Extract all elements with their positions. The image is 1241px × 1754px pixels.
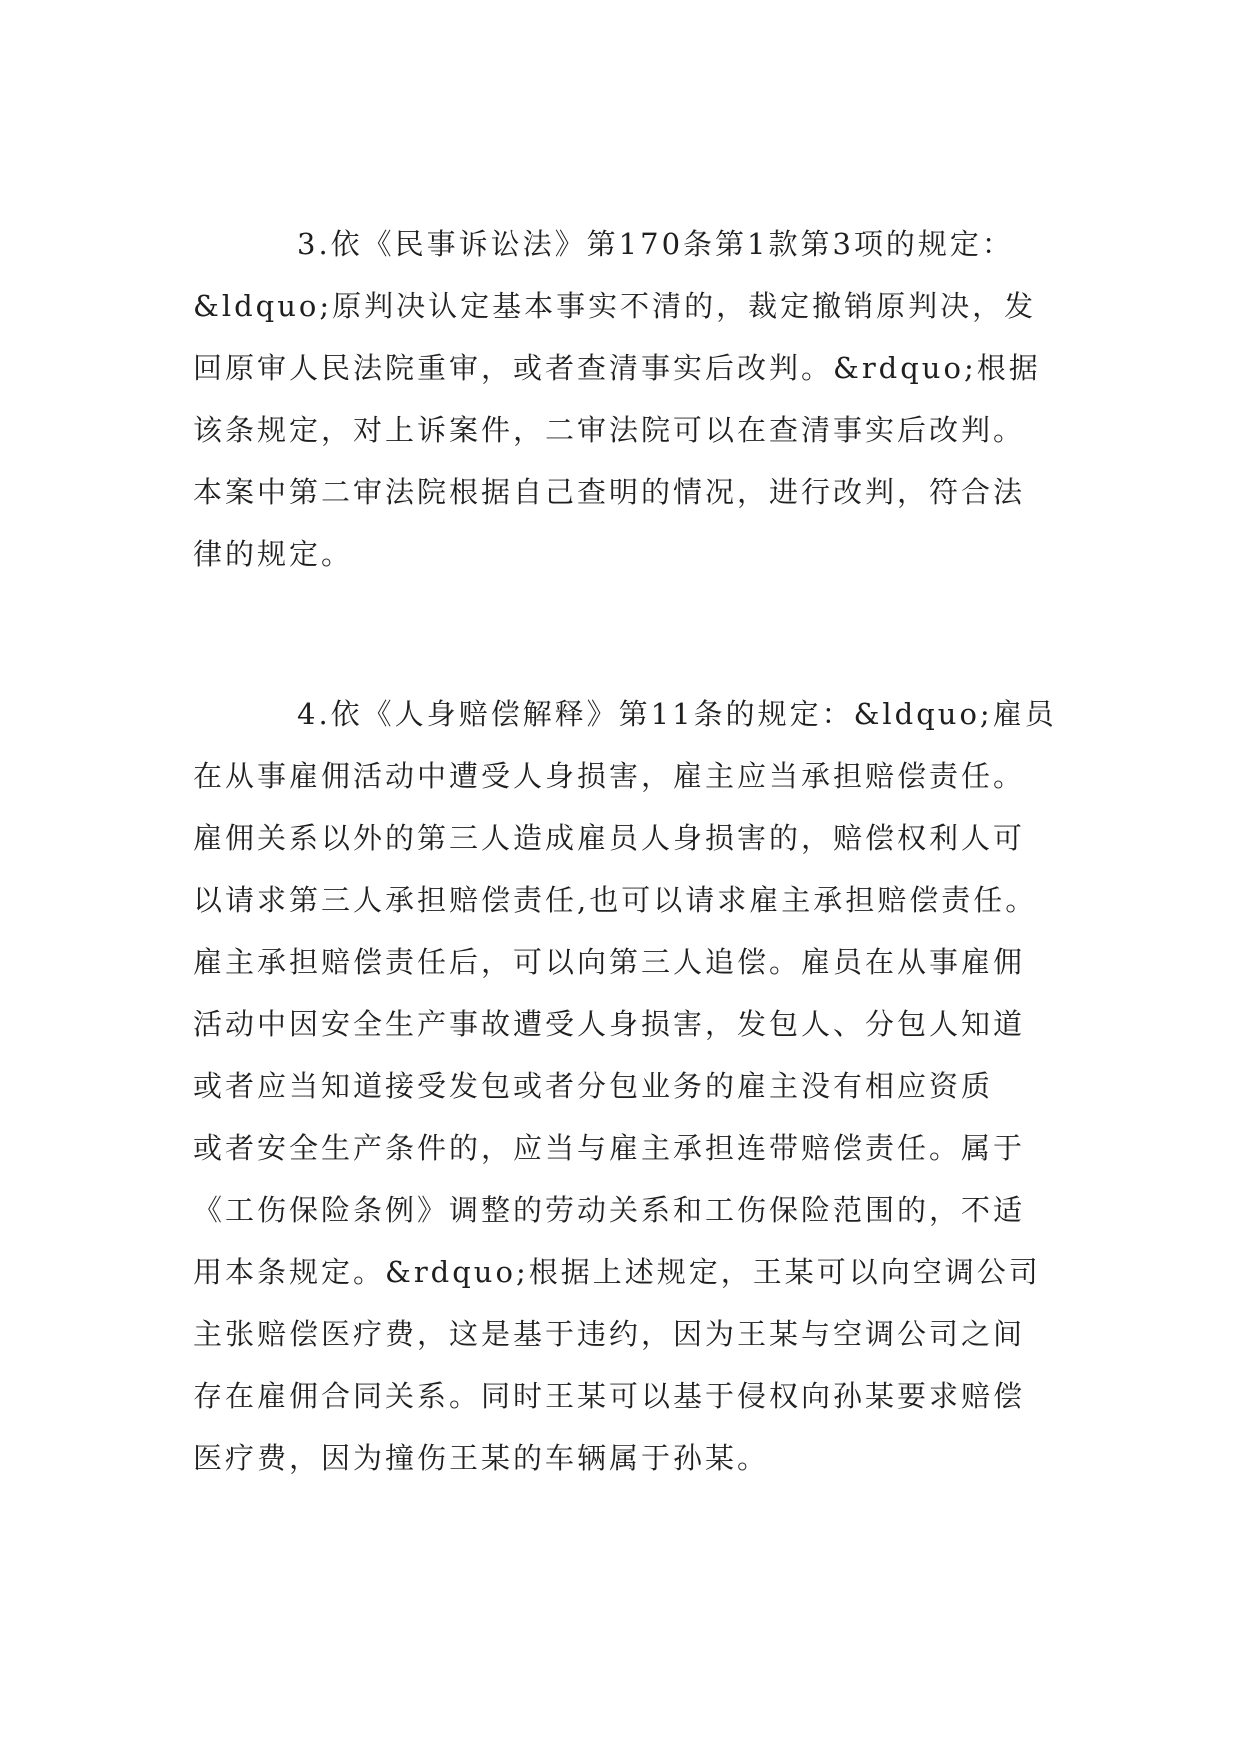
text-line: 本案中第二审法院根据自己查明的情况，进行改判，符合法 bbox=[193, 475, 1026, 509]
text-line: 医疗费，因为撞伤王某的车辆属于孙某。 bbox=[193, 1441, 770, 1475]
text-line: 或者应当知道接受发包或者分包业务的雇主没有相应资质 bbox=[193, 1069, 994, 1103]
text-line: 3.依《民事诉讼法》第170条第1款第3项的规定： bbox=[297, 227, 1014, 261]
text-line: 活动中因安全生产事故遭受人身损害，发包人、分包人知道 bbox=[193, 1007, 1026, 1041]
text-line: 《工伤保险条例》调整的劳动关系和工伤保险范围的，不适 bbox=[193, 1193, 1026, 1227]
text-line: 主张赔偿医疗费，这是基于违约，因为王某与空调公司之间 bbox=[193, 1317, 1026, 1351]
text-line: 回原审人民法院重审，或者查清事实后改判。&rdquo;根据 bbox=[193, 351, 1041, 385]
text-line: 该条规定，对上诉案件，二审法院可以在查清事实后改判。 bbox=[193, 413, 1026, 447]
text-line: 4.依《人身赔偿解释》第11条的规定：&ldquo;雇员 bbox=[297, 697, 1057, 731]
text-line: 或者安全生产条件的，应当与雇主承担连带赔偿责任。属于 bbox=[193, 1131, 1026, 1165]
text-line: 雇佣关系以外的第三人造成雇员人身损害的，赔偿权利人可 bbox=[193, 821, 1026, 855]
paragraph-article-170 bbox=[193, 213, 1073, 585]
text-line: 律的规定。 bbox=[193, 537, 354, 571]
text-line: 存在雇佣合同关系。同时王某可以基于侵权向孙某要求赔偿 bbox=[193, 1379, 1026, 1413]
text-line: 在从事雇佣活动中遭受人身损害，雇主应当承担赔偿责任。 bbox=[193, 759, 1026, 793]
text-line: 用本条规定。&rdquo;根据上述规定，王某可以向空调公司 bbox=[193, 1255, 1041, 1289]
paragraph-article-11 bbox=[193, 683, 1073, 1489]
text-line: 雇主承担赔偿责任后，可以向第三人追偿。雇员在从事雇佣 bbox=[193, 945, 1026, 979]
text-line: 以请求第三人承担赔偿责任,也可以请求雇主承担赔偿责任。 bbox=[193, 883, 1038, 917]
text-line: &ldquo;原判决认定基本事实不清的，裁定撤销原判决，发 bbox=[193, 289, 1037, 323]
